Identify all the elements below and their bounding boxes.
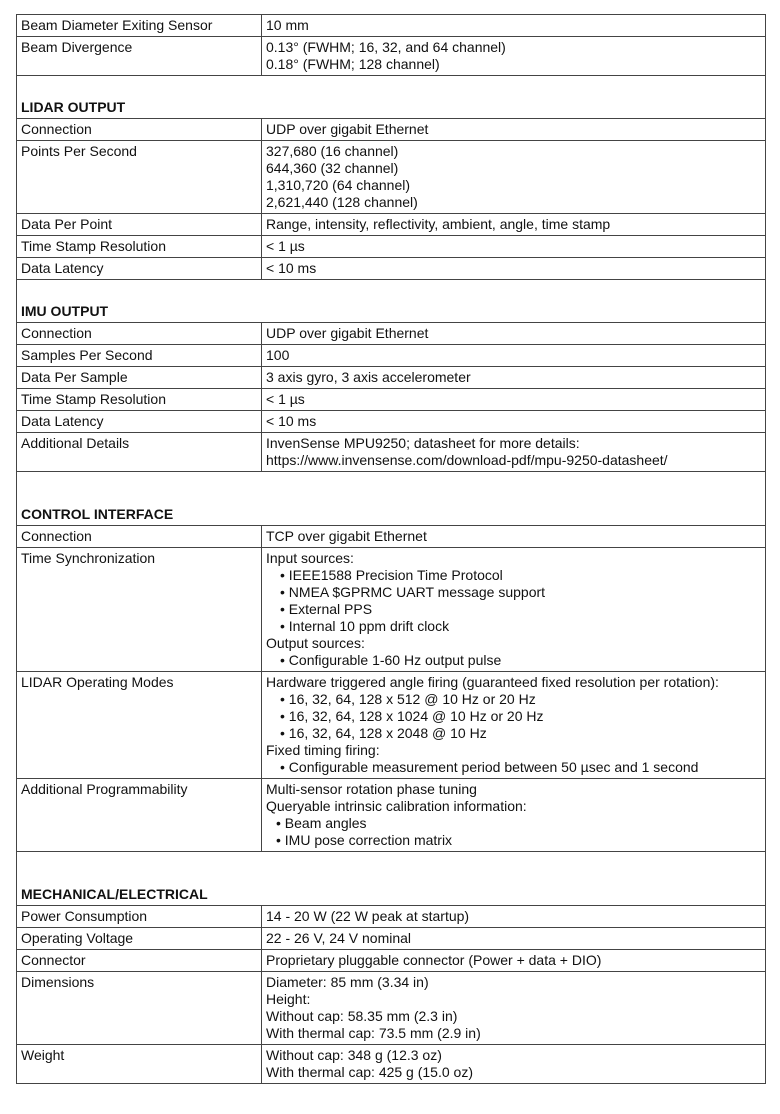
spec-label: Connection bbox=[17, 323, 262, 345]
spec-value-line: < 1 µs bbox=[266, 391, 305, 407]
spec-value bbox=[262, 236, 766, 258]
spec-value bbox=[262, 37, 766, 76]
spec-value-line: Diameter: 85 mm (3.34 in) bbox=[266, 974, 429, 990]
spec-value-line: 100 bbox=[266, 347, 290, 363]
spec-value-line: InvenSense MPU9250; datasheet for more details: bbox=[266, 435, 580, 451]
spec-value-line: Queryable intrinsic calibration information: bbox=[266, 798, 527, 814]
spec-value bbox=[262, 906, 766, 928]
spec-value-line: 0.13° (FWHM; 16, 32, and 64 channel) bbox=[266, 39, 506, 55]
spec-sheet bbox=[16, 0, 768, 1084]
spec-value-line: TCP over gigabit Ethernet bbox=[266, 528, 427, 544]
spec-value-line: UDP over gigabit Ethernet bbox=[266, 121, 429, 137]
spec-bullet-line: • Internal 10 ppm drift clock bbox=[280, 618, 450, 634]
spec-value-line: Range, intensity, reflectivity, ambient, angle, time stamp bbox=[266, 216, 611, 232]
spec-label: Power Consumption bbox=[17, 906, 262, 928]
section-gap bbox=[16, 852, 766, 884]
spec-value-line: Input sources: bbox=[266, 550, 354, 566]
mechanical-electrical-table bbox=[16, 905, 766, 1084]
spec-row bbox=[17, 37, 766, 76]
spec-value bbox=[262, 548, 766, 672]
spec-row bbox=[17, 779, 766, 852]
spec-value-line: https://www.invensense.com/download-pdf/mpu-9250-datasheet/ bbox=[266, 452, 668, 468]
control-interface-table bbox=[16, 525, 766, 852]
spec-value-line: 22 - 26 V, 24 V nominal bbox=[266, 930, 412, 946]
spec-row bbox=[17, 526, 766, 548]
spec-value-line: With thermal cap: 73.5 mm (2.9 in) bbox=[266, 1025, 481, 1041]
spec-row bbox=[17, 548, 766, 672]
spec-bullet-line: • Beam angles bbox=[276, 815, 367, 831]
spec-bullet-line: • Configurable 1-60 Hz output pulse bbox=[280, 652, 502, 668]
spec-bullet-line: • External PPS bbox=[280, 601, 373, 617]
spec-value-line: Multi-sensor rotation phase tuning bbox=[266, 781, 477, 797]
lidar-output-table bbox=[16, 118, 766, 280]
spec-row bbox=[17, 15, 766, 37]
spec-row bbox=[17, 367, 766, 389]
spec-bullet-line: • 16, 32, 64, 128 x 2048 @ 10 Hz bbox=[280, 725, 487, 741]
spec-value bbox=[262, 389, 766, 411]
spec-value bbox=[262, 323, 766, 345]
spec-value-line: Proprietary pluggable connector (Power + data + DIO) bbox=[266, 952, 602, 968]
spec-row bbox=[17, 1045, 766, 1084]
spec-row bbox=[17, 323, 766, 345]
spec-row bbox=[17, 433, 766, 472]
spec-value-line: < 10 ms bbox=[266, 260, 317, 276]
spec-value bbox=[262, 119, 766, 141]
spec-value-line: < 1 µs bbox=[266, 238, 305, 254]
spec-value bbox=[262, 526, 766, 548]
spec-bullet-line: • Configurable measurement period between 50 µsec and 1 second bbox=[280, 759, 699, 775]
spec-value-line: 14 - 20 W (22 W peak at startup) bbox=[266, 908, 470, 924]
spec-row bbox=[17, 928, 766, 950]
spec-bullet-line: • NMEA $GPRMC UART message support bbox=[280, 584, 546, 600]
spec-value-line: With thermal cap: 425 g (15.0 oz) bbox=[266, 1064, 473, 1080]
spec-value-line: < 10 ms bbox=[266, 413, 317, 429]
spec-label: Time Stamp Resolution bbox=[17, 389, 262, 411]
spec-label: Data Per Sample bbox=[17, 367, 262, 389]
spec-value bbox=[262, 433, 766, 472]
spec-value bbox=[262, 779, 766, 852]
spec-value-line: Without cap: 348 g (12.3 oz) bbox=[266, 1047, 442, 1063]
spec-value-line: 10 mm bbox=[266, 17, 309, 33]
spec-value-line: 2,621,440 (128 channel) bbox=[266, 194, 418, 210]
spec-row bbox=[17, 906, 766, 928]
spec-row bbox=[17, 214, 766, 236]
spec-value-line: Hardware triggered angle firing (guaranteed fixed resolution per rotation): bbox=[266, 674, 719, 690]
spec-label: Connection bbox=[17, 526, 262, 548]
spec-value-line: 1,310,720 (64 channel) bbox=[266, 177, 410, 193]
spec-value bbox=[262, 367, 766, 389]
spec-value bbox=[262, 950, 766, 972]
spec-label: Connector bbox=[17, 950, 262, 972]
spec-label: Beam Divergence bbox=[17, 37, 262, 76]
spec-label: Additional Details bbox=[17, 433, 262, 472]
spec-label: Operating Voltage bbox=[17, 928, 262, 950]
spec-value bbox=[262, 672, 766, 779]
spec-label: Time Stamp Resolution bbox=[17, 236, 262, 258]
spec-value bbox=[262, 411, 766, 433]
spec-row bbox=[17, 236, 766, 258]
spec-value-line: 0.18° (FWHM; 128 channel) bbox=[266, 56, 440, 72]
spec-bullet-line: • IEEE1588 Precision Time Protocol bbox=[280, 567, 503, 583]
spec-row bbox=[17, 411, 766, 433]
spec-label: Weight bbox=[17, 1045, 262, 1084]
spec-row bbox=[17, 141, 766, 214]
spec-value-line: Without cap: 58.35 mm (2.3 in) bbox=[266, 1008, 458, 1024]
spec-row bbox=[17, 950, 766, 972]
spec-label: Dimensions bbox=[17, 972, 262, 1045]
spec-label: Data Per Point bbox=[17, 214, 262, 236]
lidar-output-heading: LIDAR OUTPUT bbox=[16, 97, 766, 118]
spec-value-line: Height: bbox=[266, 991, 311, 1007]
imu-output-table bbox=[16, 322, 766, 472]
spec-value bbox=[262, 258, 766, 280]
spec-row bbox=[17, 119, 766, 141]
spec-value bbox=[262, 345, 766, 367]
spec-label: Connection bbox=[17, 119, 262, 141]
spec-label: Points Per Second bbox=[17, 141, 262, 214]
spec-row bbox=[17, 972, 766, 1045]
spec-label: Data Latency bbox=[17, 411, 262, 433]
spec-value bbox=[262, 972, 766, 1045]
spec-label: Additional Programmability bbox=[17, 779, 262, 852]
spec-row bbox=[17, 258, 766, 280]
control-interface-heading: CONTROL INTERFACE bbox=[16, 504, 766, 525]
spec-label: Samples Per Second bbox=[17, 345, 262, 367]
spec-row bbox=[17, 345, 766, 367]
spec-bullet-line: • 16, 32, 64, 128 x 512 @ 10 Hz or 20 Hz bbox=[280, 691, 536, 707]
spec-value-line: 644,360 (32 channel) bbox=[266, 160, 399, 176]
spec-value-line: 3 axis gyro, 3 axis accelerometer bbox=[266, 369, 471, 385]
spec-label: Time Synchronization bbox=[17, 548, 262, 672]
spec-value bbox=[262, 214, 766, 236]
spec-value bbox=[262, 15, 766, 37]
spec-label: LIDAR Operating Modes bbox=[17, 672, 262, 779]
spec-value bbox=[262, 928, 766, 950]
spec-label: Beam Diameter Exiting Sensor bbox=[17, 15, 262, 37]
spec-value-line: UDP over gigabit Ethernet bbox=[266, 325, 429, 341]
section-gap bbox=[16, 280, 766, 301]
section-gap bbox=[16, 76, 766, 97]
spec-value bbox=[262, 141, 766, 214]
spec-row bbox=[17, 672, 766, 779]
spec-value bbox=[262, 1045, 766, 1084]
spec-value-line: 327,680 (16 channel) bbox=[266, 143, 399, 159]
spec-bullet-line: • 16, 32, 64, 128 x 1024 @ 10 Hz or 20 Hz bbox=[280, 708, 544, 724]
spec-bullet-line: • IMU pose correction matrix bbox=[276, 832, 453, 848]
spec-value-line: Fixed timing firing: bbox=[266, 742, 380, 758]
optics-table bbox=[16, 14, 766, 76]
section-gap bbox=[16, 472, 766, 504]
mechanical-electrical-heading: MECHANICAL/ELECTRICAL bbox=[16, 884, 766, 905]
spec-row bbox=[17, 389, 766, 411]
spec-label: Data Latency bbox=[17, 258, 262, 280]
spec-value-line: Output sources: bbox=[266, 635, 365, 651]
imu-output-heading: IMU OUTPUT bbox=[16, 301, 766, 322]
